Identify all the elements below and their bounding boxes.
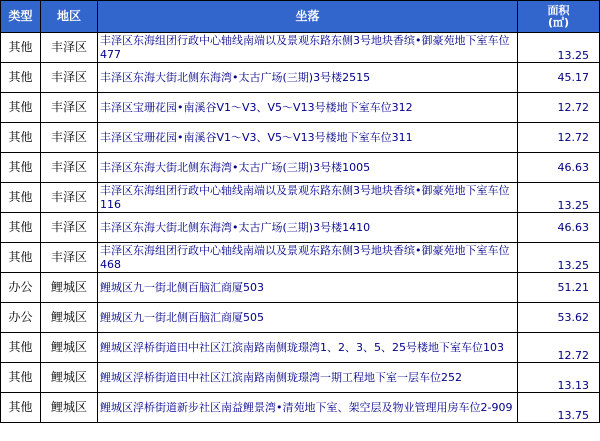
cell-address: 丰泽区东海大街北侧东海湾•太古广场(三期)3号楼2515 <box>98 63 518 93</box>
table-row <box>1 393 600 423</box>
cell-address: 丰泽区东海组团行政中心轴线南端以及景观东路东侧3号地块香缤•御豪苑地下室车位116 <box>98 183 518 213</box>
cell-area: 13.13 <box>518 363 600 393</box>
table-body <box>1 33 600 423</box>
cell-district: 鲤城区 <box>41 273 98 303</box>
cell-area: 46.63 <box>518 153 600 183</box>
cell-address: 丰泽区东海大街北侧东海湾•太古广场(三期)3号楼1410 <box>98 213 518 243</box>
cell-district: 丰泽区 <box>41 33 98 63</box>
header-area-unit: (㎡) <box>547 15 570 29</box>
cell-type: 其他 <box>1 33 41 63</box>
cell-address: 鲤城区九一街北侧百脑汇商厦505 <box>98 303 518 333</box>
table-row <box>1 213 600 243</box>
cell-area: 13.25 <box>518 243 600 273</box>
cell-district: 丰泽区 <box>41 243 98 273</box>
cell-district: 丰泽区 <box>41 123 98 153</box>
cell-district: 鲤城区 <box>41 303 98 333</box>
cell-area: 13.25 <box>518 183 600 213</box>
header-row <box>1 1 600 33</box>
header-address: 坐落 <box>98 1 518 33</box>
table-row <box>1 363 600 393</box>
cell-area: 13.75 <box>518 393 600 423</box>
cell-address: 鲤城区浮桥街道田中社区江滨南路南侧珑璟湾1、2、3、5、25号楼地下室车位103 <box>98 333 518 363</box>
table-row <box>1 183 600 213</box>
cell-district: 丰泽区 <box>41 183 98 213</box>
cell-address: 鲤城区九一街北侧百脑汇商厦503 <box>98 273 518 303</box>
cell-district: 鲤城区 <box>41 363 98 393</box>
table-header <box>1 1 600 33</box>
cell-type: 其他 <box>1 183 41 213</box>
cell-address: 丰泽区宝珊花园•南溪谷V1～V3、V5～V13号楼地下室车位311 <box>98 123 518 153</box>
cell-area: 12.72 <box>518 123 600 153</box>
cell-type: 其他 <box>1 243 41 273</box>
cell-area: 46.63 <box>518 213 600 243</box>
cell-type: 其他 <box>1 213 41 243</box>
table-row <box>1 153 600 183</box>
cell-type: 其他 <box>1 63 41 93</box>
table-row <box>1 243 600 273</box>
cell-area: 12.72 <box>518 93 600 123</box>
cell-type: 办公 <box>1 273 41 303</box>
cell-type: 其他 <box>1 363 41 393</box>
cell-address: 丰泽区东海组团行政中心轴线南端以及景观东路东侧3号地块香缤•御豪苑地下室车位477 <box>98 33 518 63</box>
header-area <box>518 1 600 33</box>
cell-district: 丰泽区 <box>41 63 98 93</box>
cell-district: 丰泽区 <box>41 153 98 183</box>
cell-address: 丰泽区东海大街北侧东海湾•太古广场(三期)3号楼1005 <box>98 153 518 183</box>
table-row <box>1 303 600 333</box>
cell-type: 其他 <box>1 123 41 153</box>
table-row <box>1 33 600 63</box>
table-row <box>1 63 600 93</box>
header-area-label: 面积 <box>547 3 570 17</box>
cell-address: 丰泽区东海组团行政中心轴线南端以及景观东路东侧3号地块香缤•御豪苑地下室车位468 <box>98 243 518 273</box>
header-type: 类型 <box>1 1 41 33</box>
cell-type: 其他 <box>1 93 41 123</box>
cell-address: 鲤城区浮桥街道新步社区南益鲤景湾•清苑地下室、架空层及物业管理用房车位2-909 <box>98 393 518 423</box>
cell-type: 其他 <box>1 333 41 363</box>
table-row <box>1 273 600 303</box>
table-row <box>1 93 600 123</box>
cell-district: 丰泽区 <box>41 213 98 243</box>
cell-type: 其他 <box>1 393 41 423</box>
cell-district: 鲤城区 <box>41 393 98 423</box>
table-row <box>1 123 600 153</box>
cell-district: 丰泽区 <box>41 93 98 123</box>
cell-area: 53.62 <box>518 303 600 333</box>
cell-area: 12.72 <box>518 333 600 363</box>
cell-area: 13.25 <box>518 33 600 63</box>
header-district: 地区 <box>41 1 98 33</box>
cell-type: 其他 <box>1 153 41 183</box>
cell-district: 鲤城区 <box>41 333 98 363</box>
cell-address: 丰泽区宝珊花园•南溪谷V1～V3、V5～V13号楼地下室车位312 <box>98 93 518 123</box>
table-row <box>1 333 600 363</box>
cell-type: 办公 <box>1 303 41 333</box>
cell-area: 45.17 <box>518 63 600 93</box>
cell-area: 51.21 <box>518 273 600 303</box>
cell-address: 鲤城区浮桥街道田中社区江滨南路南侧珑璟湾一期工程地下室一层车位252 <box>98 363 518 393</box>
